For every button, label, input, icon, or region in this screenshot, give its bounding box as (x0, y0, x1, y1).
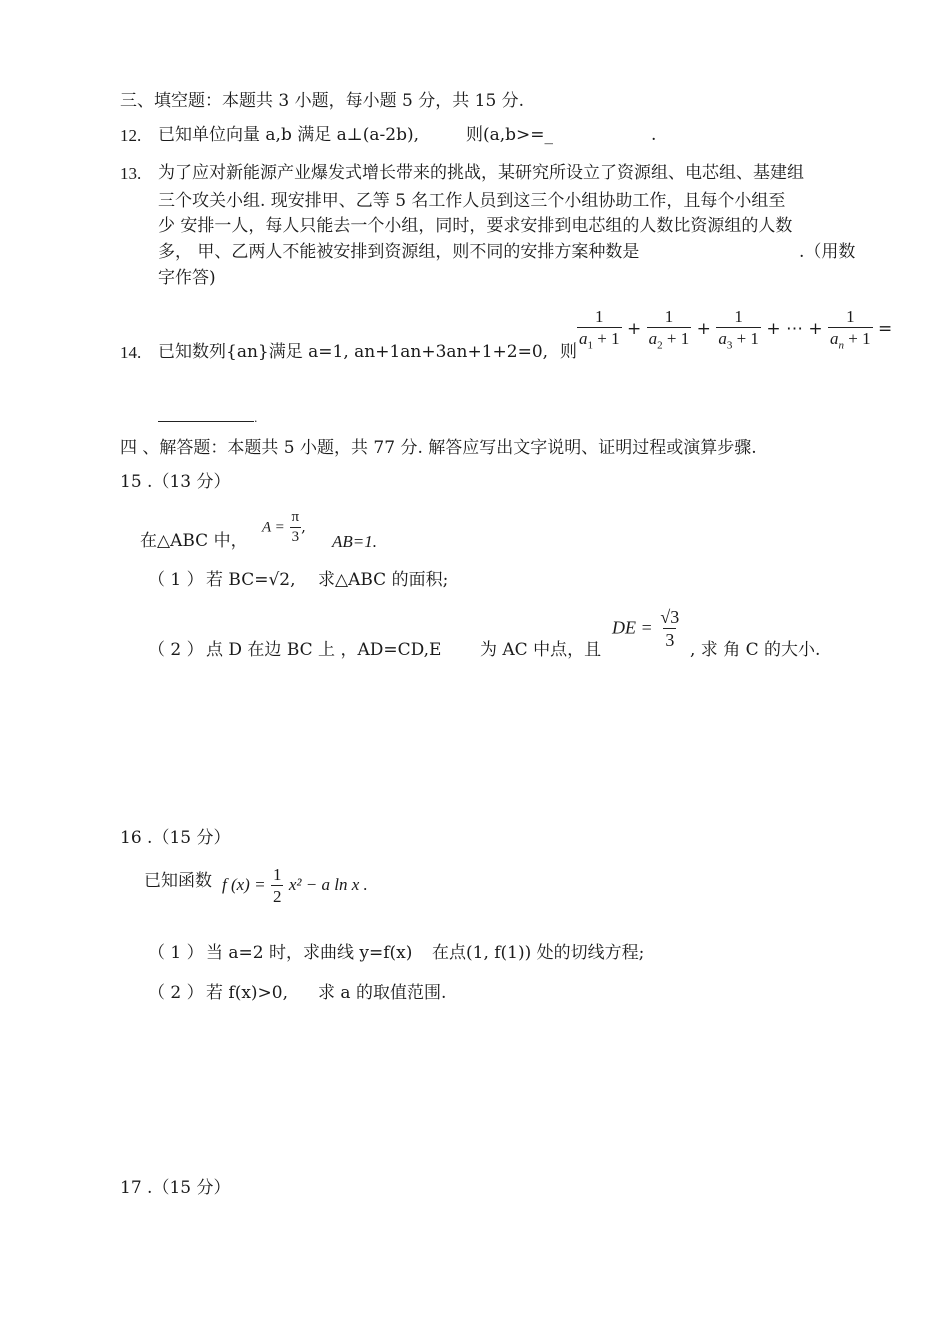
q14-term-1: $\frac{1}{a_1 + 1}$ (579, 307, 620, 352)
q14-number: 14. (120, 343, 142, 362)
q15-part2-b: 为 AC 中点，且 (480, 640, 602, 660)
q15-de-formula: DE = $\frac{√3}{3}$ (612, 607, 680, 650)
q15-given-b: AB=1. (332, 532, 377, 551)
q14-term-n: $\frac{1}{a_n + 1}$ (830, 307, 871, 352)
q13-number: 13. (120, 164, 142, 183)
q13-line-5: 字作答) (158, 268, 216, 288)
q13-line-1: 为了应对新能源产业爆发式增长带来的挑战，某研究所设立了资源组、电芯组、基建组 (158, 163, 804, 183)
q16-part1-b: 在点(1, f(1)) 处的切线方程; (432, 943, 645, 963)
q16-part2-b: 求 a 的取值范围. (318, 983, 447, 1003)
q14-text: 已知数列{an}满足 a=1, an+1an+3an+1+2=0, (158, 342, 549, 362)
q14-then: 则 (560, 342, 577, 362)
q16-number: 16 .（15 分） (120, 828, 231, 848)
q14-answer-blank: . (158, 405, 258, 426)
q15-part2-a: 点 D 在边 BC 上 ，AD=CD,E (206, 640, 442, 660)
plus-sign: + (627, 319, 642, 340)
q15-part2-c: , 求 角 C 的大小. (690, 640, 821, 660)
q16-given: 已知函数 (144, 871, 212, 891)
section4-heading: 四 、解答题：本题共 5 小题，共 77 分. 解答应写出文字说明、证明过程或演算步骤. (120, 438, 757, 458)
q14-term-2: $\frac{1}{a_2 + 1}$ (648, 307, 690, 352)
q12-end: . (651, 125, 657, 145)
plus-sign: + (696, 319, 711, 340)
q17-number: 17 .（15 分） (120, 1178, 231, 1198)
section3-heading: 三、填空题：本题共 3 小题，每小题 5 分，共 15 分. (120, 91, 525, 111)
q15-angle-formula: A = $\frac{\pi}{3}$ , (262, 509, 306, 545)
q12-text-a: 已知单位向量 a,b 满足 a⊥(a-2b), (158, 125, 420, 145)
q13-line-4-end: .（用数 (799, 242, 856, 262)
q14-sum-formula (577, 308, 892, 351)
q12-number: 12. (120, 126, 142, 145)
q15-part1-label: （ 1 ） (148, 570, 204, 590)
q16-part1-a: 当 a=2 时，求曲线 y=f(x) (206, 943, 413, 963)
q13-line-4: 多， 甲、乙两人不能被安排到资源组，则不同的安排方案种数是 (158, 242, 640, 262)
q16-part2-label: （ 2 ） (148, 983, 204, 1003)
q13-line-2: 三个攻关小组. 现安排甲、乙等 5 名工作人员到这三个小组协助工作，且每个小组至 (158, 191, 786, 211)
q16-part1-label: （ 1 ） (148, 943, 204, 963)
q13-line-3: 少 安排一人，每人只能去一个小组，同时，要求安排到电芯组的人数比资源组的人数 (158, 216, 793, 236)
equals-sign: = (878, 319, 893, 340)
q15-part1-b: 求△ABC 的面积; (318, 570, 449, 590)
q15-part2-label: （ 2 ） (148, 640, 204, 660)
q15-number: 15 .（13 分） (120, 472, 231, 492)
ellipsis: + ⋯ + (766, 319, 823, 340)
q12-text-b: 则(a,b>=_ (466, 125, 554, 145)
q14-term-3: $\frac{1}{a_3 + 1}$ (718, 307, 759, 352)
q15-given-a: 在△ABC 中， (140, 531, 248, 551)
q16-part2-a: 若 f(x)>0, (206, 983, 289, 1003)
q15-part1-a: 若 BC=√2, (206, 570, 296, 590)
answer-blank-line (158, 405, 254, 422)
q16-function-formula: f (x) = $\frac{1}{2}$ x² − a ln x . (222, 865, 368, 906)
